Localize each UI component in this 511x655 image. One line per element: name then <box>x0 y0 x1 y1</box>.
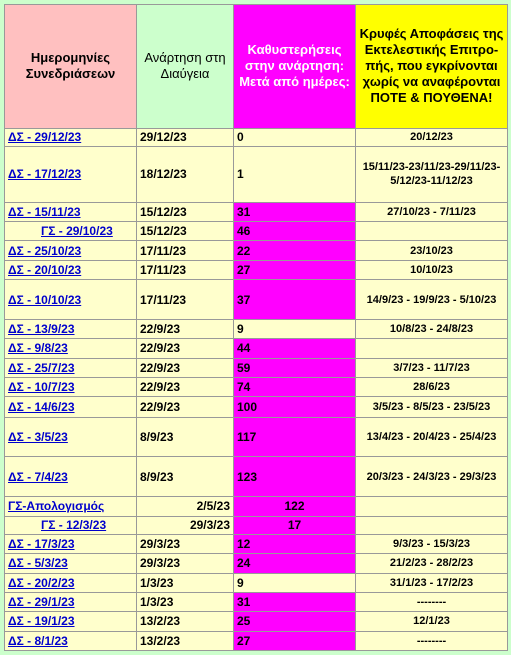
hidden-decisions: 15/11/23-23/11/23-29/11/23-5/12/23-11/12/23 <box>356 146 508 202</box>
hidden-decisions: 10/10/23 <box>356 260 508 279</box>
meeting-link[interactable]: ΔΣ - 17/3/23 <box>5 534 137 553</box>
header-row <box>5 5 508 129</box>
meeting-link[interactable]: ΔΣ - 13/9/23 <box>5 319 137 338</box>
delay-days: 22 <box>234 241 356 260</box>
meeting-link[interactable]: ΔΣ - 25/10/23 <box>5 241 137 260</box>
table-body <box>5 128 508 650</box>
meeting-link[interactable]: ΓΣ - 29/10/23 <box>5 222 137 241</box>
hidden-decisions: 20/3/23 - 24/3/23 - 29/3/23 <box>356 457 508 497</box>
hidden-decisions: 13/4/23 - 20/4/23 - 25/4/23 <box>356 417 508 457</box>
posting-date: 17/11/23 <box>137 241 234 260</box>
posting-date: 8/9/23 <box>137 417 234 457</box>
posting-date: 13/2/23 <box>137 612 234 631</box>
posting-date: 18/12/23 <box>137 146 234 202</box>
delay-days: 44 <box>234 339 356 358</box>
delay-days: 27 <box>234 260 356 279</box>
posting-date: 22/9/23 <box>137 377 234 396</box>
meeting-link[interactable]: ΔΣ - 19/1/23 <box>5 612 137 631</box>
table-row <box>5 339 508 358</box>
delay-days: 31 <box>234 202 356 221</box>
header-hidden-decisions: Κρυφές Αποφάσεις της Εκτελεστικής Επιτρο-πής, που εγκρίνονται χωρίς να αναφέρονται ΠΟΤΕ & ΠΟΥΘΕΝΑ! <box>356 5 508 129</box>
meeting-link[interactable]: ΔΣ - 14/6/23 <box>5 397 137 417</box>
meeting-link[interactable]: ΔΣ - 15/11/23 <box>5 202 137 221</box>
posting-date: 29/12/23 <box>137 128 234 146</box>
hidden-decisions: 14/9/23 - 19/9/23 - 5/10/23 <box>356 280 508 320</box>
table-row <box>5 573 508 592</box>
delay-days: 24 <box>234 554 356 573</box>
hidden-decisions <box>356 516 508 534</box>
table-row <box>5 358 508 377</box>
posting-date: 2/5/23 <box>137 497 234 516</box>
meeting-link[interactable]: ΔΣ - 29/12/23 <box>5 128 137 146</box>
meeting-link[interactable]: ΔΣ - 17/12/23 <box>5 146 137 202</box>
delay-days: 1 <box>234 146 356 202</box>
hidden-decisions: 20/12/23 <box>356 128 508 146</box>
meeting-link[interactable]: ΓΣ-Απολογισμός <box>5 497 137 516</box>
delay-days: 100 <box>234 397 356 417</box>
meeting-link[interactable]: ΔΣ - 8/1/23 <box>5 631 137 650</box>
meetings-table <box>4 4 508 651</box>
posting-date: 8/9/23 <box>137 457 234 497</box>
posting-date: 29/3/23 <box>137 554 234 573</box>
table-row <box>5 260 508 279</box>
table-row <box>5 128 508 146</box>
table-row <box>5 612 508 631</box>
posting-date: 1/3/23 <box>137 573 234 592</box>
header-dates: Ημερομηνίες Συνεδριάσεων <box>5 5 137 129</box>
hidden-decisions <box>356 497 508 516</box>
posting-date: 15/12/23 <box>137 202 234 221</box>
meeting-link[interactable]: ΔΣ - 20/2/23 <box>5 573 137 592</box>
meeting-link[interactable]: ΔΣ - 25/7/23 <box>5 358 137 377</box>
meeting-link[interactable]: ΔΣ - 10/10/23 <box>5 280 137 320</box>
hidden-decisions: -------- <box>356 592 508 611</box>
hidden-decisions: 12/1/23 <box>356 612 508 631</box>
posting-date: 13/2/23 <box>137 631 234 650</box>
posting-date: 29/3/23 <box>137 534 234 553</box>
table-row <box>5 319 508 338</box>
posting-date: 22/9/23 <box>137 319 234 338</box>
delay-days: 74 <box>234 377 356 396</box>
table-row <box>5 241 508 260</box>
delay-days: 12 <box>234 534 356 553</box>
delay-days: 0 <box>234 128 356 146</box>
table-row <box>5 397 508 417</box>
meeting-link[interactable]: ΔΣ - 9/8/23 <box>5 339 137 358</box>
posting-date: 17/11/23 <box>137 260 234 279</box>
meeting-link[interactable]: ΔΣ - 7/4/23 <box>5 457 137 497</box>
delay-days: 46 <box>234 222 356 241</box>
delay-days: 9 <box>234 573 356 592</box>
delay-days: 31 <box>234 592 356 611</box>
posting-date: 22/9/23 <box>137 339 234 358</box>
header-delays: Καθυστερήσεις στην ανάρτηση: Μετά από ημέρες: <box>234 5 356 129</box>
delay-days: 17 <box>234 516 356 534</box>
hidden-decisions: 10/8/23 - 24/8/23 <box>356 319 508 338</box>
table-row <box>5 377 508 396</box>
hidden-decisions: 9/3/23 - 15/3/23 <box>356 534 508 553</box>
posting-date: 22/9/23 <box>137 397 234 417</box>
meeting-link[interactable]: ΔΣ - 3/5/23 <box>5 417 137 457</box>
posting-date: 15/12/23 <box>137 222 234 241</box>
hidden-decisions: 3/7/23 - 11/7/23 <box>356 358 508 377</box>
table-row <box>5 497 508 516</box>
table-row <box>5 146 508 202</box>
hidden-decisions: 3/5/23 - 8/5/23 - 23/5/23 <box>356 397 508 417</box>
posting-date: 1/3/23 <box>137 592 234 611</box>
delay-days: 122 <box>234 497 356 516</box>
hidden-decisions: 27/10/23 - 7/11/23 <box>356 202 508 221</box>
table-row <box>5 631 508 650</box>
posting-date: 17/11/23 <box>137 280 234 320</box>
table-row <box>5 516 508 534</box>
delay-days: 37 <box>234 280 356 320</box>
table-row <box>5 457 508 497</box>
table-row <box>5 280 508 320</box>
meeting-link[interactable]: ΔΣ - 29/1/23 <box>5 592 137 611</box>
posting-date: 29/3/23 <box>137 516 234 534</box>
hidden-decisions: 21/2/23 - 28/2/23 <box>356 554 508 573</box>
delay-days: 9 <box>234 319 356 338</box>
meeting-link[interactable]: ΓΣ - 12/3/23 <box>5 516 137 534</box>
table-row <box>5 554 508 573</box>
meeting-link[interactable]: ΔΣ - 10/7/23 <box>5 377 137 396</box>
table-row <box>5 417 508 457</box>
posting-date: 22/9/23 <box>137 358 234 377</box>
hidden-decisions <box>356 222 508 241</box>
meeting-link[interactable]: ΔΣ - 5/3/23 <box>5 554 137 573</box>
table-row <box>5 202 508 221</box>
hidden-decisions: -------- <box>356 631 508 650</box>
table-row <box>5 534 508 553</box>
table-row <box>5 592 508 611</box>
delay-days: 123 <box>234 457 356 497</box>
hidden-decisions: 23/10/23 <box>356 241 508 260</box>
table-row <box>5 222 508 241</box>
delay-days: 117 <box>234 417 356 457</box>
delay-days: 27 <box>234 631 356 650</box>
hidden-decisions <box>356 339 508 358</box>
delay-days: 59 <box>234 358 356 377</box>
delay-days: 25 <box>234 612 356 631</box>
hidden-decisions: 28/6/23 <box>356 377 508 396</box>
meeting-link[interactable]: ΔΣ - 20/10/23 <box>5 260 137 279</box>
header-posting: Ανάρτηση στη Διαύγεια <box>137 5 234 129</box>
hidden-decisions: 31/1/23 - 17/2/23 <box>356 573 508 592</box>
